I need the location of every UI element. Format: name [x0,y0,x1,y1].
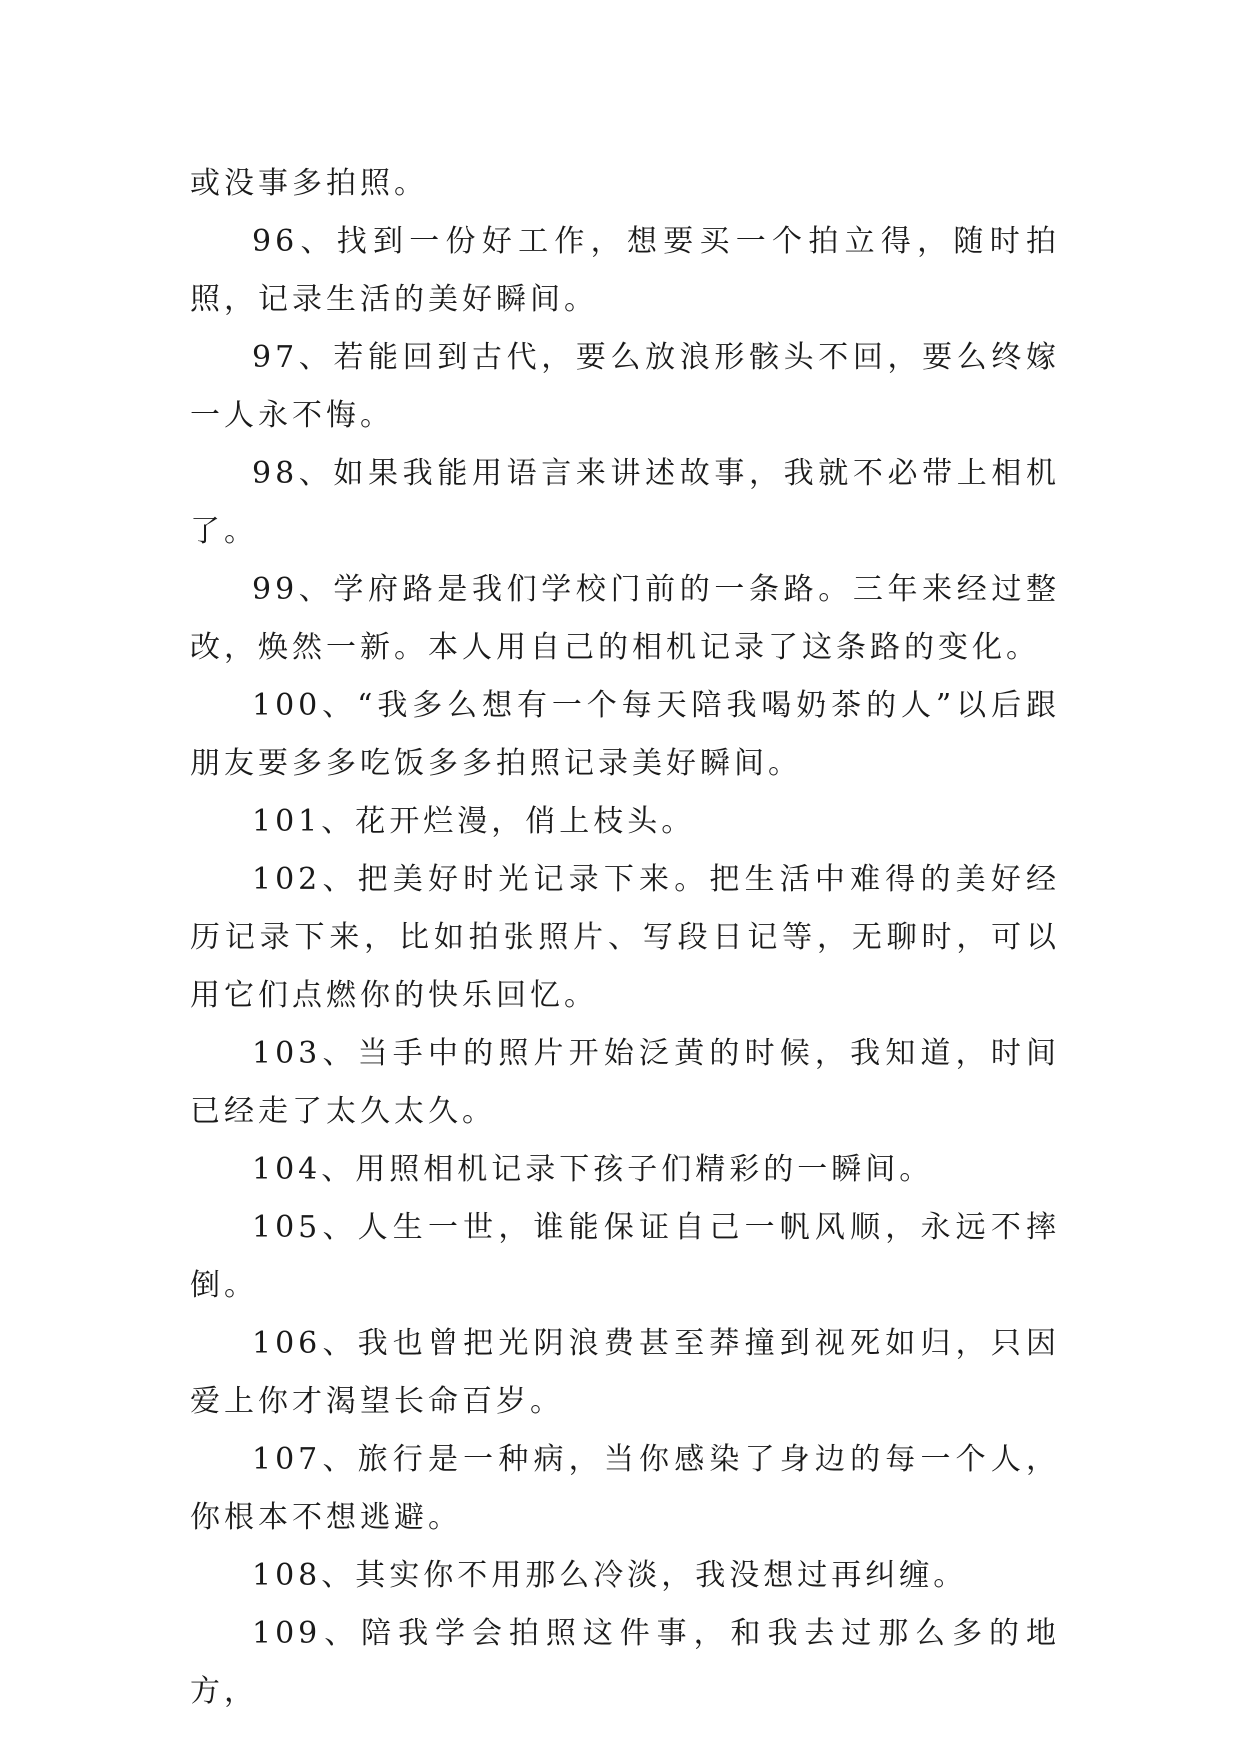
paragraph-104: 104、用照相机记录下孩子们精彩的一瞬间。 [252,1152,934,1187]
paragraph-97: 97、若能回到古代，要么放浪形骸头不回，要么终嫁一人永不悔。 [190,340,1060,433]
paragraph-100: 100、“我多么想有一个每天陪我喝奶茶的人”以后跟朋友要多多吃饭多多拍照记录美好瞬间。 [190,688,1060,781]
paragraph-103: 103、当手中的照片开始泛黄的时候，我知道，时间已经走了太久太久。 [190,1036,1060,1129]
paragraph-continuation: 或没事多拍照。 [190,166,428,201]
paragraph-99: 99、学府路是我们学校门前的一条路。三年来经过整改，焕然一新。本人用自己的相机记录了这条路的变化。 [190,572,1060,665]
paragraph-101: 101、花开烂漫，俏上枝头。 [252,804,696,839]
paragraph-109: 109、陪我学会拍照这件事，和我去过那么多的地方， [190,1616,1060,1709]
paragraph-98: 98、如果我能用语言来讲述故事，我就不必带上相机了。 [190,456,1060,549]
paragraph-102: 102、把美好时光记录下来。把生活中难得的美好经历记录下来，比如拍张照片、写段日记等，无聊时，可以用它们点燃你的快乐回忆。 [190,862,1060,1013]
paragraph-96: 96、找到一份好工作，想要买一个拍立得，随时拍照，记录生活的美好瞬间。 [190,224,1060,317]
document-body [190,155,1060,1721]
paragraph-108: 108、其实你不用那么冷淡，我没想过再纠缠。 [252,1558,968,1593]
paragraph-107: 107、旅行是一种病，当你感染了身边的每一个人，你根本不想逃避。 [190,1442,1060,1535]
paragraph-105: 105、人生一世，谁能保证自己一帆风顺，永远不摔倒。 [190,1210,1060,1303]
paragraph-106: 106、我也曾把光阴浪费甚至莽撞到视死如归，只因爱上你才渴望长命百岁。 [190,1326,1060,1419]
